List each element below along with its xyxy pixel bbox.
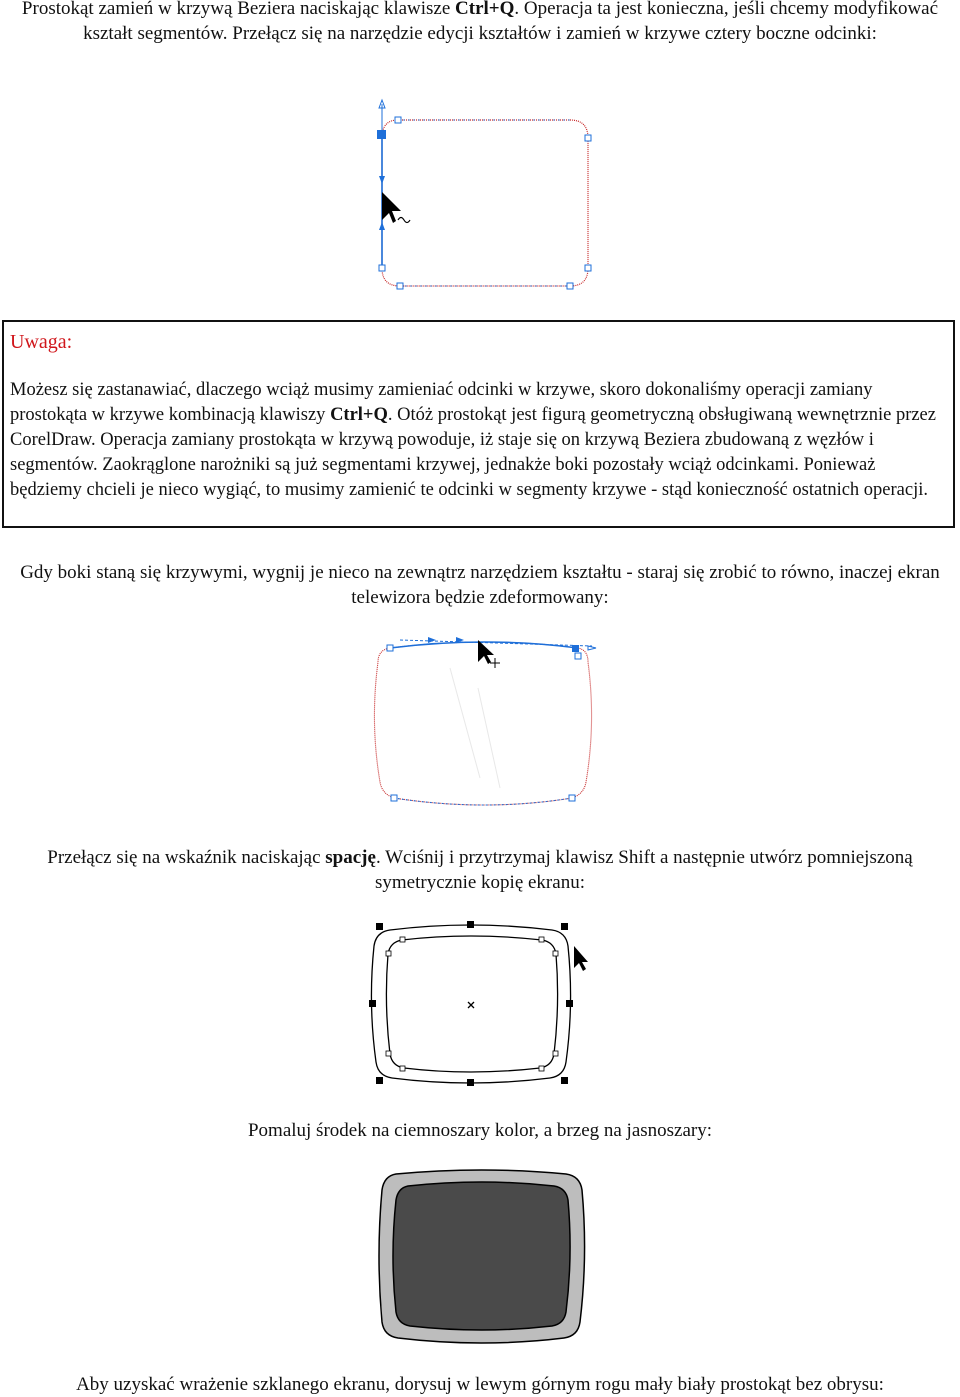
figure-bent-sides	[360, 628, 610, 818]
paint-paragraph: Pomaluj środek na ciemnoszary kolor, a brzeg na jasnoszary:	[247, 1120, 713, 1141]
pick-tool-cursor-icon	[574, 946, 588, 971]
bend-sides-paragraph: Gdy boki staną się krzywymi, wygnij je nieco na zewnątrz narzędziem kształtu - staraj się zrobić to równo, inaczej ekran telewizora będzie zdeformowany:	[20, 562, 940, 608]
note-title: Uwaga:	[10, 331, 73, 353]
figure-painted-screen	[372, 1168, 592, 1346]
copy-screen-paragraph: Przełącz się na wskaźnik naciskając spację. Wciśnij i przytrzymaj klawisz Shift a następnie utwórz pomniejszoną symetrycznie kopię ekranu:	[47, 847, 913, 893]
note-box	[2, 320, 955, 528]
figure-scaled-copy	[360, 916, 600, 1096]
shape-tool-cursor-icon	[382, 192, 410, 223]
move-cursor-icon	[478, 640, 500, 668]
glass-paragraph: Aby uzyskać wrażenie szklanego ekranu, dorysuj w lewym górnym rogu mały biały prostokąt bez obrysu:	[76, 1374, 884, 1395]
center-x-icon	[468, 1002, 474, 1008]
note-body: Możesz się zastanawiać, dlaczego wciąż musimy zamieniać odcinki w krzywe, skoro dokonaliśmy operacji zamiany prostokąta w krzywe kombinacją klawiszy Ctrl+Q. Otóż prostokąt jest figurą geometryczną obsługiwaną wewnętrznie przez CorelDraw. Operacja zamiany prostokąta w krzywą powoduje, iż staje się on krzywą Beziera zbudowaną z węzłów i segmentów. Zaokrąglone narożniki są już segmentami krzywej, jednakże boki pozostały wciąż odcinkami. Ponieważ będziemy chcieli je nieco wygiąć, to musimy zamienić te odcinki w segmenty krzywe - stąd konieczność ostatnich operacji.	[10, 380, 936, 500]
intro-paragraph: Prostokąt zamień w krzywą Beziera naciskając klawisze Ctrl+Q. Operacja ta jest konieczna, jeśli chcemy modyfikować kształt segmentów. Przełącz się na narzędzie edycji kształtów i zamień w krzywe cztery boczne odcinki:	[21, 0, 939, 44]
figure-shape-tool-rectangle	[360, 92, 610, 297]
